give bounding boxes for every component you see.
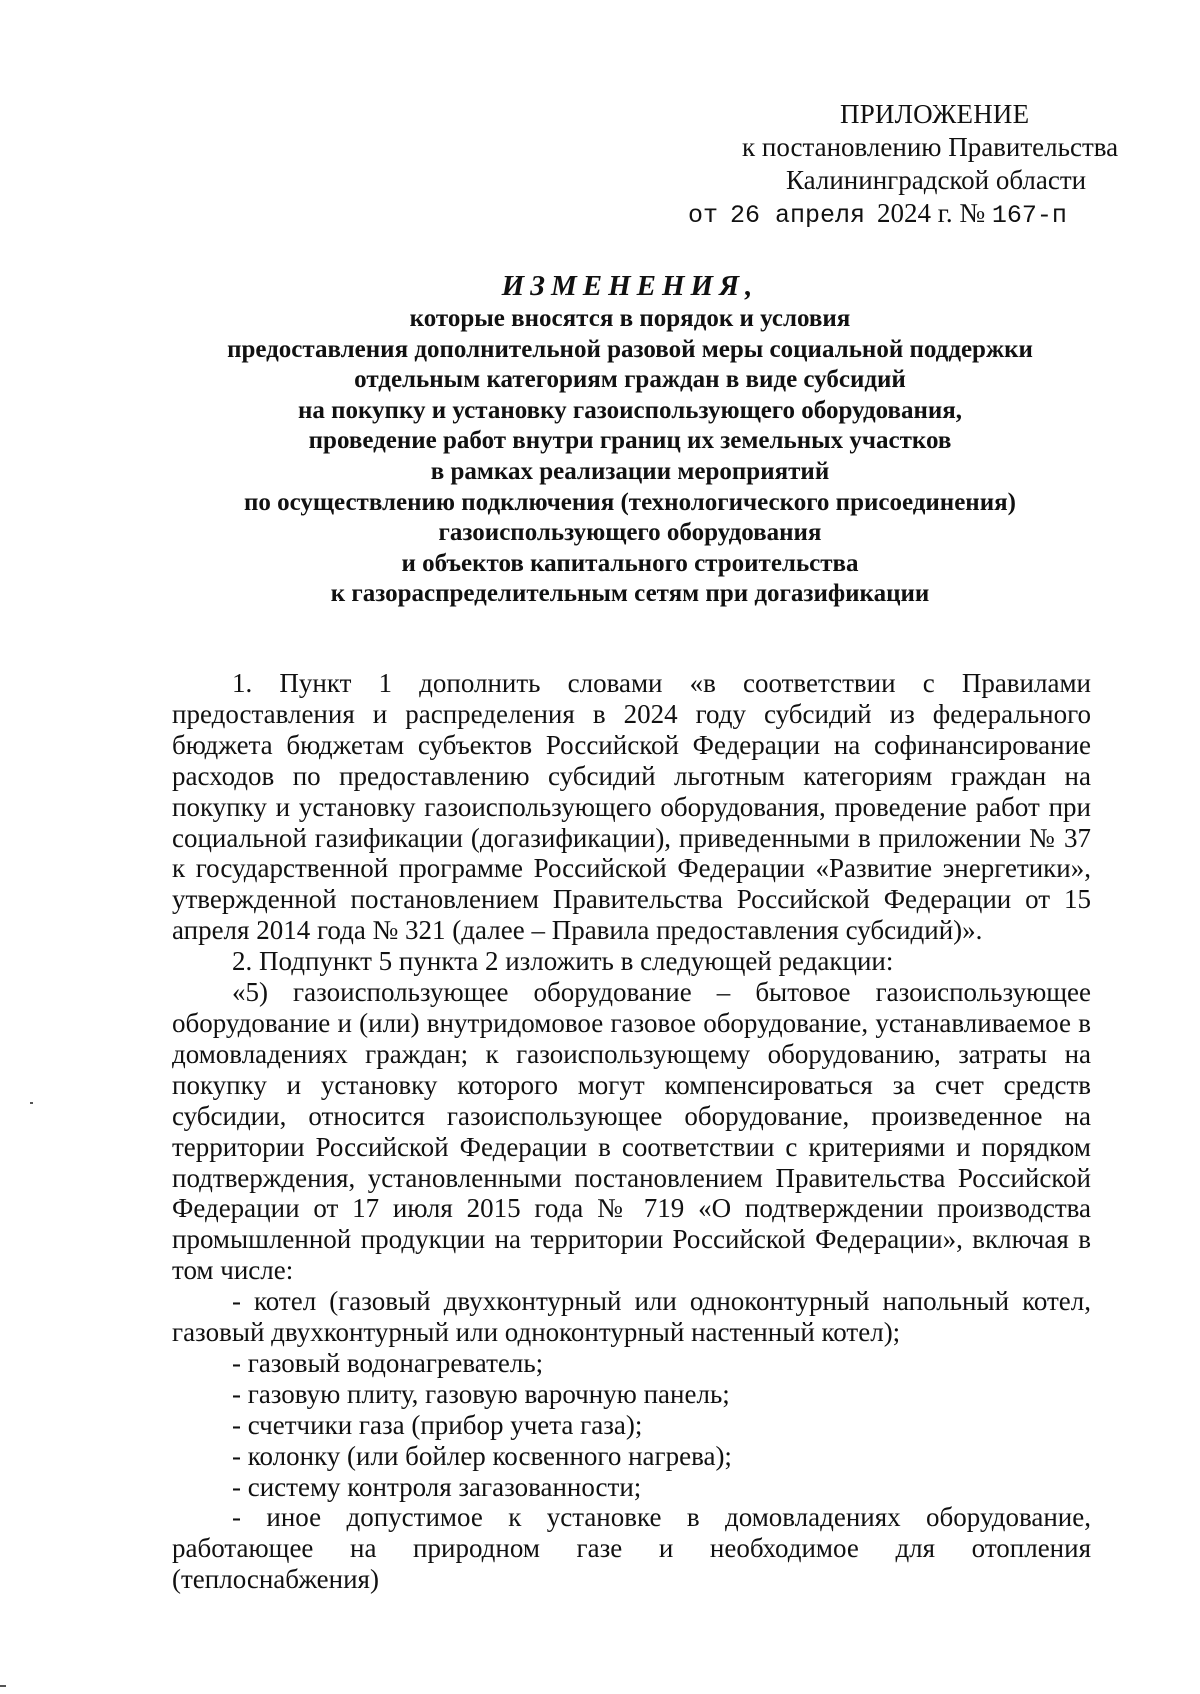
appendix-line-2: Калининградской области: [786, 165, 1087, 195]
paragraph-1: 1. Пункт 1 дополнить словами «в соответствии с Правилами предоставления и распределения в 2024 году субсидий из федерального бюджета бюджетам субъектов Российской Федерации на софинансирование расходов по предоставлению субсидий льготным категориям граждан на покупку и установку газоиспользующего оборудования, проведение работ при социальной газификации (догазификации), приведенными в приложении № 37 к государственной программе Российской Федерации «Развитие энергетики», утвержденной постановлением Правительства Российской Федерации от 15 апреля 2014 года № 321 (далее – Правила предоставления субсидий)».: [172, 668, 1091, 946]
subtitle-line: к газораспределительным сетям при догазификации: [330, 580, 930, 608]
scan-speck: [0, 1685, 6, 1687]
appendix-header: [660, 98, 1120, 232]
paragraph-2: 2. Подпункт 5 пункта 2 изложить в следующей редакции:: [232, 946, 894, 977]
appendix-number: 167-п: [991, 201, 1067, 230]
appendix-title: ПРИЛОЖЕНИЕ: [840, 99, 1030, 129]
list-item: - колонку (или бойлер косвенного нагрева);: [232, 1440, 732, 1471]
subtitle-line: по осуществлению подключения (технологического присоединения): [244, 488, 1016, 516]
list-item: - газовый водонагреватель;: [232, 1347, 544, 1378]
appendix-date-line: [660, 197, 1120, 232]
subtitle-line: предоставления дополнительной разовой меры социальной поддержки: [227, 335, 1033, 363]
list-item: - котел (газовый двухконтурный или одноконтурный напольный котел, газовый двухконтурный или одноконтурный настенный котел);: [172, 1286, 1091, 1348]
document-body: [172, 668, 1091, 1595]
list-item: - систему контроля загазованности;: [232, 1471, 642, 1502]
appendix-year: 2024 г. №: [877, 198, 986, 228]
subtitle-line: в рамках реализации мероприятий: [430, 457, 830, 485]
subtitle-line: которые вносятся в порядок и условия: [409, 305, 851, 332]
subtitle-line: проведение работ внутри границ их земельных участков: [308, 427, 952, 455]
subtitle-line: газоиспользующего оборудования: [438, 519, 822, 547]
list-item: - счетчики газа (прибор учета газа);: [232, 1409, 643, 1440]
appendix-date: 26 апреля: [730, 201, 866, 230]
list-item: - иное допустимое к установке в домовладениях оборудование, работающее на природном газе и необходимое для отопления (теплоснабжения): [172, 1502, 1091, 1595]
subtitle-line: и объектов капитального строительства: [401, 549, 859, 577]
scan-speck: [30, 1102, 33, 1104]
appendix-line-1: к постановлению Правительства: [742, 132, 1119, 162]
list-item: - газовую плиту, газовую варочную панель;: [232, 1378, 730, 1409]
subtitle-line: отдельным категориям граждан в виде субсидий: [354, 366, 906, 394]
paragraph-3: «5) газоиспользующее оборудование – бытовое газоиспользующее оборудование и (или) внутридомовое газовое оборудование, устанавливаемое в домовладениях граждан; к газоиспользующему оборудованию, затраты на покупку и установку которого могут компенсироваться за счет средств субсидии, относится газоиспользующее оборудование, произведенное на территории Российской Федерации в соответствии с критериями и порядком подтверждения, установленными постановлением Правительства Российской Федерации от 17 июля 2015 года № 719 «О подтверждении производства промышленной продукции на территории Российской Федерации», включая в том числе:: [172, 977, 1091, 1286]
appendix-date-prefix: от: [688, 201, 719, 230]
document-title-block: [170, 268, 1090, 610]
document-heading: ИЗМЕНЕНИЯ,: [501, 270, 759, 302]
subtitle-line: на покупку и установку газоиспользующего оборудования,: [297, 396, 963, 424]
